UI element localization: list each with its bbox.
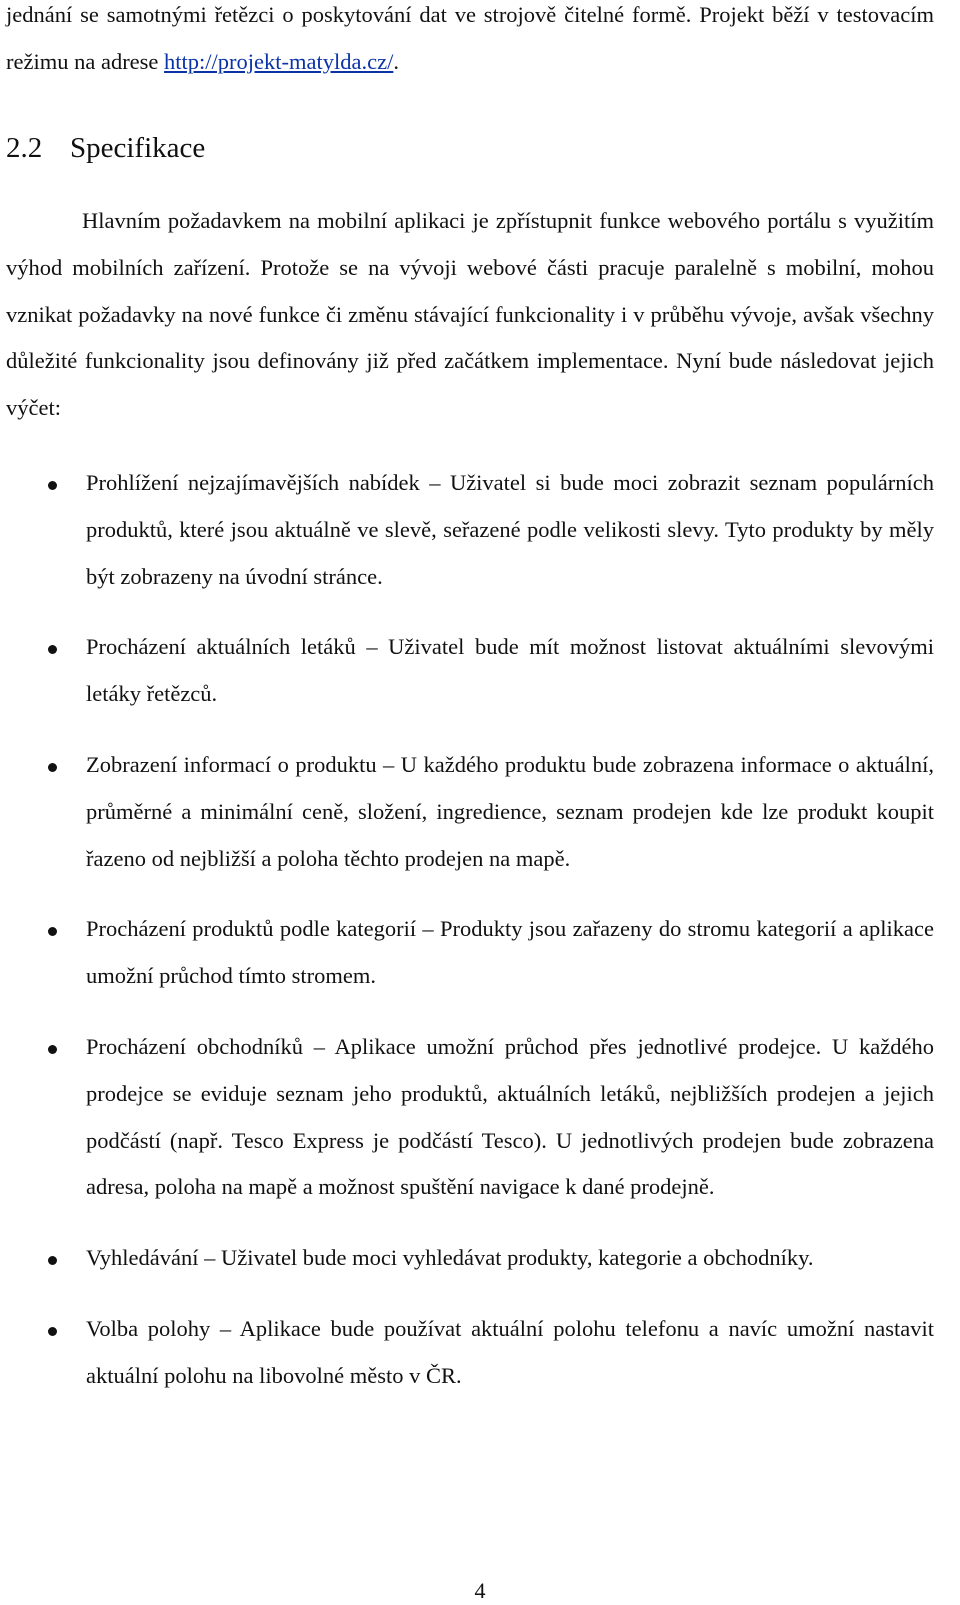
- section-number: 2.2: [6, 132, 43, 164]
- list-item-text: Volba polohy – Aplikace bude používat aktuální polohu telefonu a navíc umožní nastavit aktuální polohu na libovolné město v ČR.: [86, 1315, 934, 1388]
- bullet-icon: [48, 645, 57, 654]
- page-number: 4: [474, 1578, 486, 1603]
- bullet-icon: [48, 481, 57, 490]
- project-link[interactable]: http://projekt-matylda.cz/: [164, 48, 394, 74]
- list-item-text: Procházení produktů podle kategorií – Produkty jsou zařazeny do stromu kategorií a aplikace umožní průchod tímto stromem.: [86, 916, 934, 989]
- section-heading: [6, 128, 205, 168]
- feature-list: [0, 460, 960, 1400]
- list-item-text: Prohlížení nejzajímavějších nabídek – Uživatel si bude moci zobrazit seznam populárních produktů, které jsou aktuálně ve slevě, seřazené podle velikosti slevy. Tyto produkty by měly být zobrazeny na úvodní stránce.: [86, 470, 934, 589]
- list-item-text: Zobrazení informací o produktu – U každého produktu bude zobrazena informace o aktuální, průměrné a minimální ceně, složení, ingredience, seznam prodejen kde lze produkt koupit řazeno od nejbližší a poloha těchto prodejen na mapě.: [86, 751, 934, 871]
- list-item: [0, 1306, 934, 1400]
- bullet-icon: [48, 927, 57, 936]
- top-paragraph-end: .: [393, 48, 399, 74]
- list-item: [0, 1024, 934, 1211]
- list-item: [0, 906, 934, 1000]
- list-item: [0, 460, 934, 600]
- list-item-text: Vyhledávání – Uživatel bude moci vyhledávat produkty, kategorie a obchodníky.: [86, 1245, 814, 1271]
- bullet-icon: [48, 1256, 57, 1265]
- list-item: [0, 624, 934, 718]
- list-item: [0, 1235, 934, 1282]
- list-item-text: Procházení obchodníků – Aplikace umožní průchod přes jednotlivé prodejce. U každého prodejce se eviduje seznam jeho produktů, aktuálních letáků, nejbližších prodejen a jejich podčástí (např. Tesco Express je podčástí Tesco). U jednotlivých prodejen bude zobrazena adresa, poloha na mapě a možnost spuštění navigace k dané prodejně.: [86, 1033, 934, 1200]
- list-item: [0, 742, 934, 882]
- bullet-icon: [48, 763, 57, 772]
- list-item-text: Procházení aktuálních letáků – Uživatel bude mít možnost listovat aktuálními slevovými letáky řetězců.: [86, 634, 934, 707]
- top-paragraph-text: jednání se samotnými řetězci o poskytování dat ve strojově čitelné formě. Projekt běží v testovacím režimu na adrese: [6, 2, 934, 74]
- top-paragraph: [6, 0, 934, 86]
- intro-paragraph: Hlavním požadavkem na mobilní aplikaci je zpřístupnit funkce webového portálu s využitím výhod mobilních zařízení. Protože se na vývoji webové části pracuje paralelně s mobilní, mohou vznikat požadavky na nové funkce či změnu stávající funkcionality i v průběhu vývoje, avšak všechny důležité funkcionality jsou definovány již před začátkem implementace. Nyní bude následovat jejich výčet:: [6, 208, 934, 421]
- bullet-icon: [48, 1327, 57, 1336]
- bullet-icon: [48, 1045, 57, 1054]
- section-title: Specifikace: [70, 132, 206, 164]
